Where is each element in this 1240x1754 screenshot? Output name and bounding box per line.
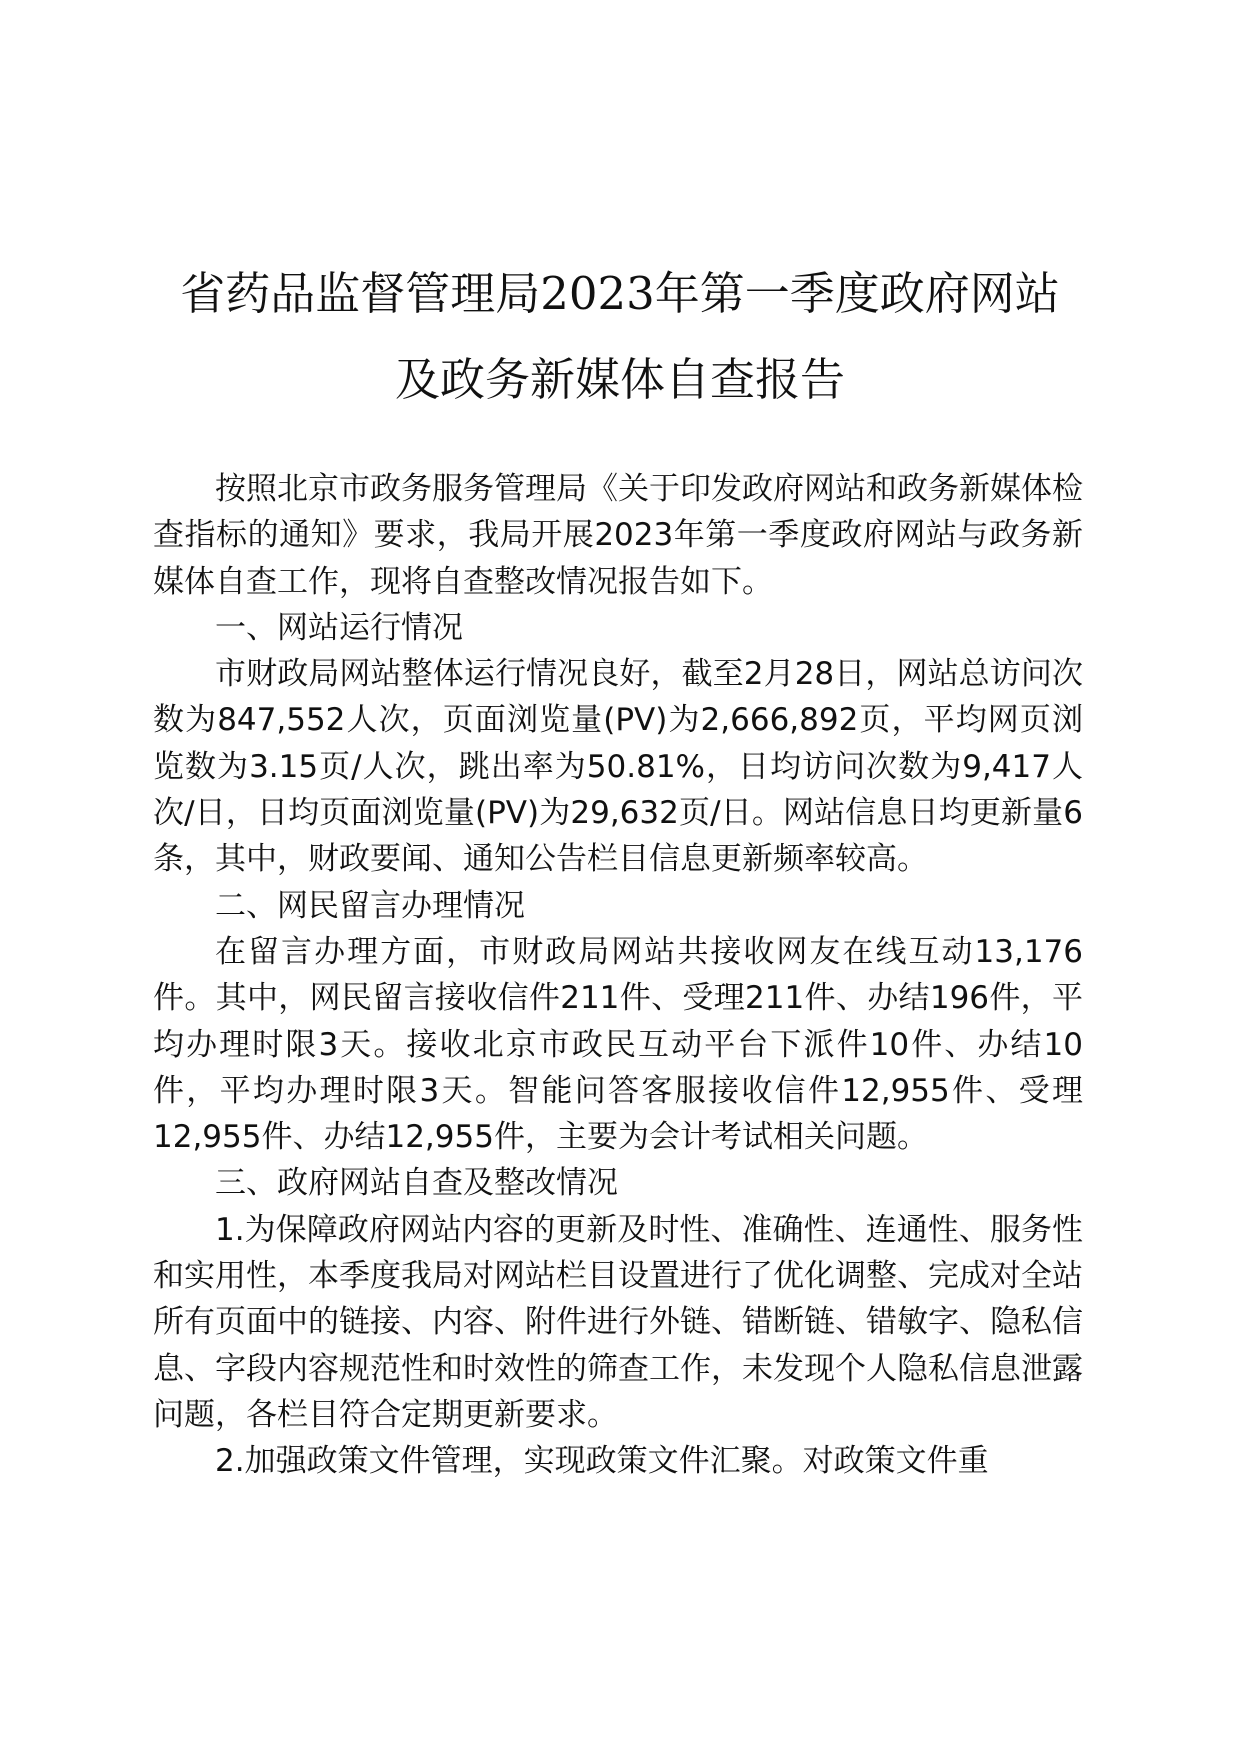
section-heading-website-operation: 一、网站运行情况 <box>215 609 463 646</box>
message-handling-paragraph: 在留言办理方面，市财政局网站共接收网友在线互动13,176件。其中，网民留言接收信件211件、受理211件、办结196件，平均办理时限3天。接收北京市政民互动平台下派件10件、办结10件，平均办理时限3天。智能问答客服接收信件12,955件、受理12,955件、办结12,955件，主要为会计考试相关问题。 <box>153 933 1083 1156</box>
document-title-line-1: 省药品监督管理局2023年第一季度政府网站 <box>180 267 1060 320</box>
document-title-line-2: 及政务新媒体自查报告 <box>394 353 845 406</box>
self-inspection-item-1: 1.为保障政府网站内容的更新及时性、准确性、连通性、服务性和实用性，本季度我局对网站栏目设置进行了优化调整、完成对全站所有页面中的链接、内容、附件进行外链、错断链、错敏字、隐私信息、字段内容规范性和时效性的筛查工作，未发现个人隐私信息泄露问题，各栏目符合定期更新要求。 <box>153 1211 1083 1433</box>
section-heading-self-inspection: 三、政府网站自查及整改情况 <box>215 1165 618 1202</box>
website-operation-paragraph: 市财政局网站整体运行情况良好，截至2月28日，网站总访问次数为847,552人次，页面浏览量(PV)为2,666,892页，平均网页浏览数为3.15页/人次，跳出率为50.81%，日均访问次数为9,417人次/日，日均页面浏览量(PV)为29,632页/日。网站信息日均更新量6条，其中，财政要闻、通知公告栏目信息更新频率较高。 <box>153 656 1083 878</box>
intro-paragraph: 按照北京市政务服务管理局《关于印发政府网站和政务新媒体检查指标的通知》要求，我局开展2023年第一季度政府网站与政务新媒体自查工作，现将自查整改情况报告如下。 <box>153 471 1083 600</box>
section-heading-message-handling: 二、网民留言办理情况 <box>215 887 525 924</box>
self-inspection-item-2: 2.加强政策文件管理，实现政策文件汇聚。对政策文件重 <box>215 1443 989 1480</box>
document-body <box>153 466 1083 1485</box>
